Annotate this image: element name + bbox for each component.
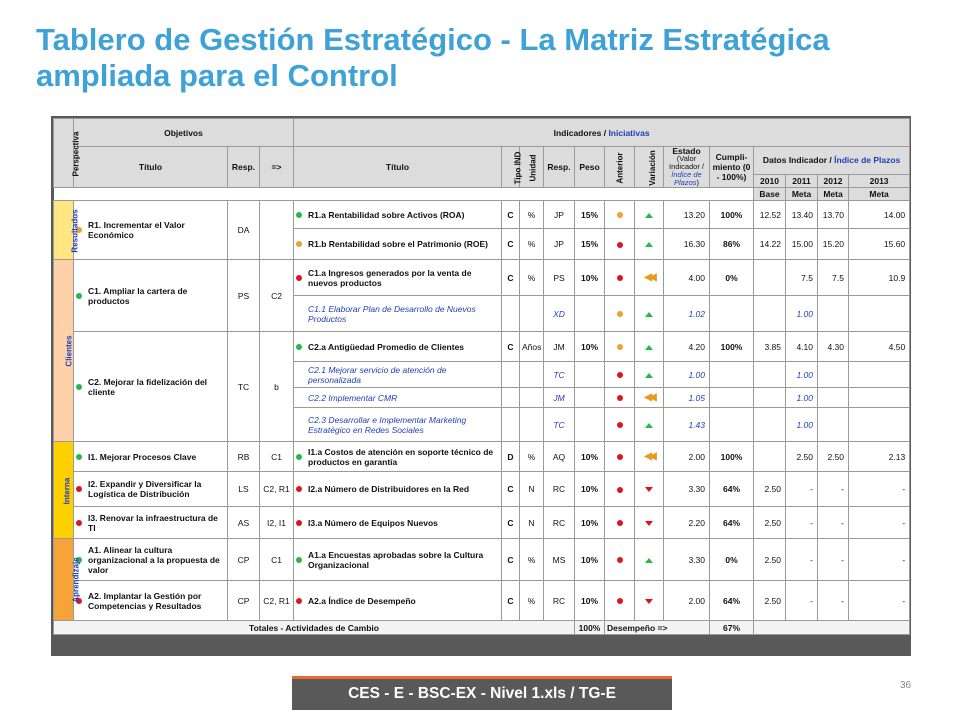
objective-resp: DA: [228, 201, 260, 260]
tipo: C: [502, 201, 520, 229]
base: 2.50: [754, 472, 786, 507]
status-dot-icon: [296, 344, 302, 350]
table-row: [54, 201, 910, 229]
status-dot-icon: [296, 212, 302, 218]
year-2011: 2011: [786, 174, 818, 187]
meta-2013: 4.50: [849, 332, 910, 362]
table-row: [54, 260, 910, 296]
status-dot-icon: [76, 486, 82, 492]
perspective-interna: Interna: [54, 442, 74, 539]
trend-up-icon: [645, 423, 653, 428]
trend-up-icon: [645, 558, 653, 563]
indicator-a2a: A2.a Índice de Desempeño: [294, 581, 502, 621]
cumplimiento: 86%: [710, 229, 754, 260]
unidad: %: [520, 581, 544, 621]
objective-i3: I3. Renovar la infraestructura de TI: [74, 507, 228, 539]
cumplimiento: 100%: [710, 201, 754, 229]
initiative-c22: C2.2 Implementar CMR: [294, 388, 502, 408]
anterior-dot-icon: [617, 557, 623, 563]
meta-2012: 13.70: [818, 201, 849, 229]
estado: 3.30: [664, 539, 710, 581]
anterior-dot-icon: [617, 487, 623, 493]
estado: 13.20: [664, 201, 710, 229]
meta-2013: 10.9: [849, 260, 910, 296]
year-2012: 2012: [818, 174, 849, 187]
year-2010: 2010: [754, 174, 786, 187]
anterior-dot-icon: [617, 242, 623, 248]
status-dot-icon: [296, 275, 302, 281]
estado: 1.43: [664, 408, 710, 442]
unidad: Años: [520, 332, 544, 362]
meta-2013: -: [849, 539, 910, 581]
resp: RC: [544, 507, 575, 539]
anterior-dot-icon: [617, 344, 623, 350]
objective-link: C2: [260, 260, 294, 332]
page-number: 36: [900, 680, 912, 691]
tipo: C: [502, 332, 520, 362]
trend-down-icon: [645, 599, 653, 604]
tipo: C: [502, 539, 520, 581]
indicator-r1a: R1.a Rentabilidad sobre Activos (ROA): [294, 201, 502, 229]
base: 14.22: [754, 229, 786, 260]
anterior-dot-icon: [617, 454, 623, 460]
resp: TC: [544, 362, 575, 388]
anterior-dot-icon: [617, 372, 623, 378]
anterior-dot-icon: [617, 212, 623, 218]
obj-resp-header: Resp.: [228, 147, 260, 188]
status-dot-icon: [296, 557, 302, 563]
obj-titulo-header: Título: [74, 147, 228, 188]
perspectiva-header: Perspectiva: [54, 119, 74, 188]
status-dot-icon: [76, 454, 82, 460]
trend-up-icon: [645, 213, 653, 218]
trend-double-left-icon: ◀◀: [644, 392, 654, 403]
meta-2011: 15.00: [786, 229, 818, 260]
trend-double-left-icon: ◀◀: [644, 451, 654, 462]
peso: 15%: [575, 201, 605, 229]
obj-arrow-header: =>: [260, 147, 294, 188]
resp: MS: [544, 539, 575, 581]
base: [754, 260, 786, 296]
strategic-matrix: [51, 116, 911, 656]
resp: RC: [544, 472, 575, 507]
objective-link: C1: [260, 539, 294, 581]
objective-resp: AS: [228, 507, 260, 539]
anterior-dot-icon: [617, 275, 623, 281]
objective-resp: TC: [228, 332, 260, 442]
peso: 10%: [575, 332, 605, 362]
status-dot-icon: [76, 384, 82, 390]
cumplimiento-header: Cumpli-miento (0 - 100%): [710, 147, 754, 188]
base: 2.50: [754, 539, 786, 581]
tipo: C: [502, 472, 520, 507]
status-dot-icon: [76, 293, 82, 299]
estado: 1.02: [664, 296, 710, 332]
peso: 10%: [575, 442, 605, 472]
resp: JP: [544, 201, 575, 229]
ind-resp-header: Resp.: [544, 147, 575, 188]
indicadores-header: Indicadores / Iniciativas: [294, 119, 910, 147]
objective-resp: RB: [228, 442, 260, 472]
objective-link: C2, R1: [260, 581, 294, 621]
objective-r1: R1. Incrementar el Valor Económico: [74, 201, 228, 260]
trend-double-left-icon: ◀◀: [644, 272, 654, 283]
objective-a2: A2. Implantar la Gestión por Competencias y Resultados: [74, 581, 228, 621]
totals-label: Totales - Actividades de Cambio: [54, 621, 575, 635]
meta-2013-header: Meta: [849, 188, 910, 201]
meta-2011: 1.00: [786, 296, 818, 332]
meta-2013: 15.60: [849, 229, 910, 260]
trend-up-icon: [645, 345, 653, 350]
cumplimiento: 64%: [710, 581, 754, 621]
anterior-dot-icon: [617, 520, 623, 526]
base: 12.52: [754, 201, 786, 229]
status-dot-icon: [296, 520, 302, 526]
objective-c2: C2. Mejorar la fidelización del cliente: [74, 332, 228, 442]
objective-link: b: [260, 332, 294, 442]
perspective-aprendizaje: Aprendizaje: [54, 539, 74, 621]
peso: 10%: [575, 507, 605, 539]
trend-up-icon: [645, 242, 653, 247]
cumplimiento: 0%: [710, 539, 754, 581]
estado: 3.30: [664, 472, 710, 507]
status-dot-icon: [296, 598, 302, 604]
indicator-i3a: I3.a Número de Equipos Nuevos: [294, 507, 502, 539]
meta-2011: 1.00: [786, 408, 818, 442]
cumplimiento: 0%: [710, 260, 754, 296]
objetivos-header: Objetivos: [74, 119, 294, 147]
anterior-dot-icon: [617, 311, 623, 317]
meta-2013: -: [849, 472, 910, 507]
resp: XD: [544, 296, 575, 332]
perspective-resultados: Resultados: [54, 201, 74, 260]
indicator-i2a: I2.a Número de Distribuidores en la Red: [294, 472, 502, 507]
anterior-dot-icon: [617, 422, 623, 428]
peso: 10%: [575, 260, 605, 296]
trend-up-icon: [645, 312, 653, 317]
objective-link: C2, R1: [260, 472, 294, 507]
resp: JM: [544, 388, 575, 408]
meta-2012: -: [818, 539, 849, 581]
unidad: %: [520, 201, 544, 229]
meta-2012-header: Meta: [818, 188, 849, 201]
totals-row: [54, 621, 910, 635]
base-header: Base: [754, 188, 786, 201]
estado: 4.20: [664, 332, 710, 362]
estado: 1.00: [664, 362, 710, 388]
meta-2013: 2.13: [849, 442, 910, 472]
unidad: %: [520, 229, 544, 260]
base: [754, 442, 786, 472]
cumplimiento: 100%: [710, 332, 754, 362]
trend-down-icon: [645, 521, 653, 526]
meta-2011: -: [786, 472, 818, 507]
table-row: [54, 507, 910, 539]
meta-2012: -: [818, 581, 849, 621]
objective-a1: A1. Alinear la cultura organizacional a la propuesta de valor: [74, 539, 228, 581]
resp: AQ: [544, 442, 575, 472]
meta-2011-header: Meta: [786, 188, 818, 201]
meta-2011: 13.40: [786, 201, 818, 229]
unidad: %: [520, 539, 544, 581]
status-dot-icon: [76, 520, 82, 526]
meta-2013: 14.00: [849, 201, 910, 229]
cumplimiento: 64%: [710, 472, 754, 507]
resp: TC: [544, 408, 575, 442]
meta-2013: -: [849, 507, 910, 539]
unidad: %: [520, 442, 544, 472]
cumplimiento: 100%: [710, 442, 754, 472]
initiative-c21: C2.1 Mejorar servicio de atención de personalizada: [294, 362, 502, 388]
resp: PS: [544, 260, 575, 296]
meta-2011: 4.10: [786, 332, 818, 362]
base: 3.85: [754, 332, 786, 362]
peso: 10%: [575, 472, 605, 507]
objective-resp: PS: [228, 260, 260, 332]
estado: 16.30: [664, 229, 710, 260]
anterior-dot-icon: [617, 395, 623, 401]
tipo: D: [502, 442, 520, 472]
estado: 2.20: [664, 507, 710, 539]
perspective-clientes: Clientes: [54, 260, 74, 442]
table-row: [54, 442, 910, 472]
resp: JM: [544, 332, 575, 362]
peso: 10%: [575, 539, 605, 581]
peso: 15%: [575, 229, 605, 260]
table-row: [54, 539, 910, 581]
meta-2011: 7.5: [786, 260, 818, 296]
estado: 1.05: [664, 388, 710, 408]
meta-2011: -: [786, 507, 818, 539]
meta-2012: 2.50: [818, 442, 849, 472]
peso-header: Peso: [575, 147, 605, 188]
meta-2011: 2.50: [786, 442, 818, 472]
trend-up-icon: [645, 373, 653, 378]
base: 2.50: [754, 581, 786, 621]
estado: 4.00: [664, 260, 710, 296]
anterior-header: Anterior: [605, 147, 635, 188]
objective-link: [260, 201, 294, 260]
meta-2012: -: [818, 507, 849, 539]
objective-resp: CP: [228, 539, 260, 581]
ind-titulo-header: Título: [294, 147, 502, 188]
objective-i1: I1. Mejorar Procesos Clave: [74, 442, 228, 472]
objective-link: C1: [260, 442, 294, 472]
tipo: C: [502, 260, 520, 296]
objective-c1: C1. Ampliar la cartera de productos: [74, 260, 228, 332]
objective-resp: CP: [228, 581, 260, 621]
totals-desempeno-label: Desempeño =>: [605, 621, 710, 635]
table-row: [54, 332, 910, 362]
meta-2012: 15.20: [818, 229, 849, 260]
meta-2011: -: [786, 539, 818, 581]
objective-link: I2, I1: [260, 507, 294, 539]
base: 2.50: [754, 507, 786, 539]
totals-peso: 100%: [575, 621, 605, 635]
meta-2012: 4.30: [818, 332, 849, 362]
unidad: N: [520, 507, 544, 539]
initiative-c23: C2.3 Desarrollar e Implementar Marketing Estratégico en Redes Sociales: [294, 408, 502, 442]
slide-title: Tablero de Gestión Estratégico - La Matriz Estratégica ampliada para el Control: [36, 22, 830, 93]
tipo: C: [502, 507, 520, 539]
status-dot-icon: [296, 241, 302, 247]
objective-i2: I2. Expandir y Diversificar la Logística de Distribución: [74, 472, 228, 507]
unidad-header: Unidad: [520, 147, 544, 188]
meta-2013: -: [849, 581, 910, 621]
objective-resp: LS: [228, 472, 260, 507]
table-row: [54, 472, 910, 507]
tipo-ind-header: Tipo IND: [502, 147, 520, 188]
tipo: C: [502, 581, 520, 621]
year-2013: 2013: [849, 174, 910, 187]
resp: JP: [544, 229, 575, 260]
cumplimiento: 64%: [710, 507, 754, 539]
estado: 2.00: [664, 581, 710, 621]
datos-header: Datos Indicador / Índice de Plazos: [754, 147, 910, 175]
totals-desempeno-value: 67%: [710, 621, 754, 635]
unidad: %: [520, 260, 544, 296]
initiative-c11: C1.1 Elaborar Plan de Desarrollo de Nuevos Productos: [294, 296, 502, 332]
estado: 2.00: [664, 442, 710, 472]
indicator-i1a: I1.a Costos de atención en soporte técnico de productos en garantía: [294, 442, 502, 472]
tipo: C: [502, 229, 520, 260]
matrix-table: [53, 118, 910, 635]
meta-2011: -: [786, 581, 818, 621]
status-dot-icon: [296, 454, 302, 460]
variacion-header: Variación: [635, 147, 664, 188]
indicator-r1b: R1.b Rentabilidad sobre el Patrimonio (ROE): [294, 229, 502, 260]
table-row: [54, 581, 910, 621]
meta-2011: 1.00: [786, 388, 818, 408]
trend-down-icon: [645, 487, 653, 492]
unidad: N: [520, 472, 544, 507]
meta-2011: 1.00: [786, 362, 818, 388]
estado-header: Estado (Valor Indicador / Índice de Plazos): [664, 147, 710, 188]
footer-file-tab[interactable]: CES - E - BSC-EX - Nivel 1.xls / TG-E: [292, 676, 672, 710]
status-dot-icon: [296, 486, 302, 492]
resp: RC: [544, 581, 575, 621]
indicator-c1a: C1.a Ingresos generados por la venta de nuevos productos: [294, 260, 502, 296]
indicator-a1a: A1.a Encuestas aprobadas sobre la Cultura Organizacional: [294, 539, 502, 581]
peso: 10%: [575, 581, 605, 621]
meta-2012: 7.5: [818, 260, 849, 296]
meta-2012: -: [818, 472, 849, 507]
indicator-c2a: C2.a Antigüedad Promedio de Clientes: [294, 332, 502, 362]
anterior-dot-icon: [617, 598, 623, 604]
